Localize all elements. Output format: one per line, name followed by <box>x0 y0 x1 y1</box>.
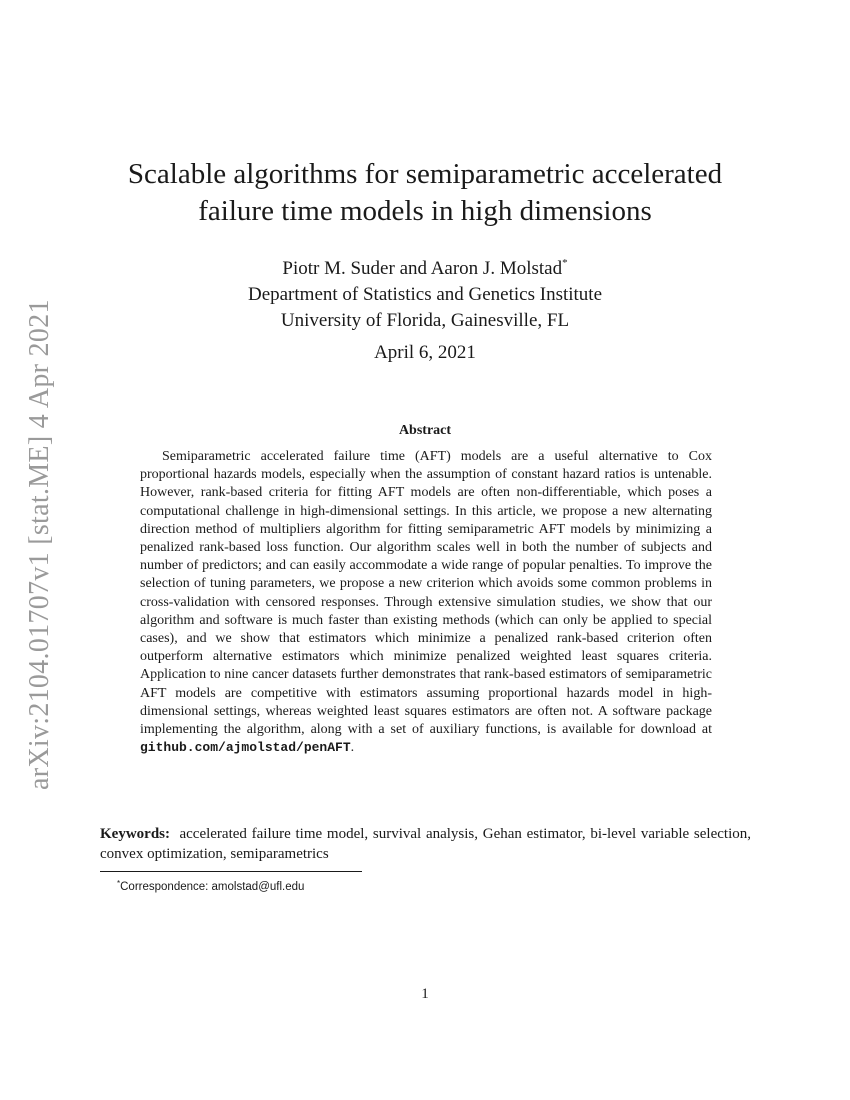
software-link[interactable]: github.com/ajmolstad/penAFT <box>140 740 351 756</box>
author-names-text: Piotr M. Suder and Aaron J. Molstad <box>282 258 563 279</box>
author-names <box>100 250 750 282</box>
abstract-end: . <box>350 740 355 756</box>
footnote-mark: * <box>117 879 121 888</box>
title-line-2: failure time models in high dimensions <box>198 195 652 227</box>
page-number: 1 <box>421 986 429 1002</box>
keywords-label: Keywords: <box>100 826 170 842</box>
arxiv-identifier-stamp: arXiv:2104.01707v1 [stat.ME] 4 Apr 2021 <box>24 299 55 790</box>
author-university: University of Florida, Gainesville, FL <box>280 310 570 331</box>
abstract-heading: Abstract <box>398 423 452 438</box>
keywords-text: accelerated failure time model, survival analysis, Gehan estimator, bi-level variable selection, convex optimization, semiparametrics <box>100 826 751 862</box>
abstract-text: Semiparametric accelerated failure time (AFT) models are a useful alternative to Cox proportional hazards models, especially when the assumption of constant hazard ratios is untenable. However, rank-based criteria for fitting AFT models are often non-differentiable, which poses a computational challenge in high-dimensional settings. In this article, we propose a new alternating direction method of multipliers algorithm for fitting semiparametric AFT models by minimizing a penalized rank-based loss function. Our algorithm scales well in both the number of subjects and number of predictors; and can easily accommodate a wide range of popular penalties. To improve the selection of tuning parameters, we propose a new criterion which avoids some common problems in cross-validation with censored responses. Through extensive simulation studies, we show that our algorithm and software is much faster than existing methods (which can only be applied to special cases), and we show that estimators which minimize a penalized rank-based criterion often outperform alternative estimators which minimize penalized weighted least squares criteria. Application to nine cancer datasets further demonstrates that rank-based estimators of semiparametric AFT models are competitive with estimators assuming proportional hazards model in high-dimensional settings, whereas weighted least squares estimators are often not. A software package implementing the algorithm, along with a set of auxiliary functions, is available for download at <box>140 449 712 738</box>
paper-date: April 6, 2021 <box>374 342 476 363</box>
author-department: Department of Statistics and Genetics Institute <box>247 284 603 305</box>
corresponding-author-mark: * <box>562 257 568 269</box>
title-line-1: Scalable algorithms for semiparametric accelerated <box>127 158 723 190</box>
footnote-text: Correspondence: amolstad@ufl.edu <box>120 881 305 893</box>
abstract-body <box>140 448 712 757</box>
correspondence-footnote <box>117 876 304 895</box>
footnote-divider <box>100 871 362 872</box>
paper-title <box>100 156 750 230</box>
keywords <box>100 824 751 864</box>
author-block <box>100 250 750 334</box>
